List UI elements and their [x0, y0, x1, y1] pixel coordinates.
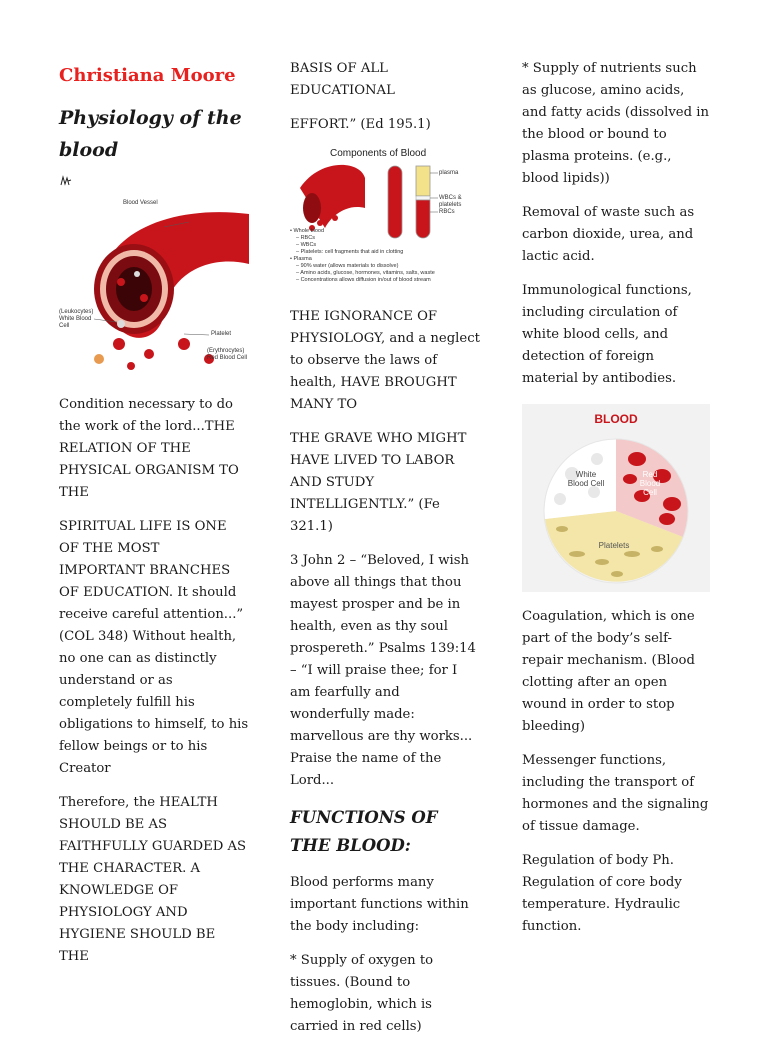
paragraph: * Supply of nutrients such as glucose, amino acids, and fatty acids (dissolved in the blood or bound to plasma proteins. (e.g., blood lipids)): [522, 61, 709, 186]
label-red-blood-cell: Red Blood Cell: [639, 470, 661, 497]
author-name: Christiana Moore: [59, 65, 236, 86]
label-plasma: plasma: [439, 170, 459, 176]
paragraph: SPIRITUAL LIFE IS ONE OF THE MOST IMPORTANT BRANCHES OF EDUCATION. It should receive careful attention...” (COL 348) Without health, no one can as distinctly understand or as completely fulfill his obligations to himself, to his fellow beings or to his Creator: [59, 519, 249, 776]
paragraph: Messenger functions, including the transport of hormones and the signaling of tissue damage.: [522, 753, 709, 834]
label-white-blood-cell: (Leukocytes) White Blood Cell: [59, 309, 94, 329]
label-blood-vessel: Blood Vessel: [123, 200, 158, 206]
list-item: • Plasma: [290, 256, 312, 262]
paragraph: 3 John 2 – “Beloved, I wish above all things that thou mayest prosper and be in health, even as thy soul prospereth.” Psalms 139:14 – “I will praise thee; for I am fearfully and wonderfully made: marvellous are thy works... Praise the name of the Lord...: [290, 553, 476, 788]
blood-pie-illustration: [522, 404, 710, 592]
components-bullet-list: [290, 228, 480, 284]
paragraph: THE GRAVE WHO MIGHT HAVE LIVED TO LABOR AND STUDY INTELLIGENTLY.” (Fe 321.1): [290, 431, 467, 534]
list-item: – Amino acids, glucose, hormones, vitamins, salts, waste: [296, 270, 435, 276]
section-heading: FUNCTIONS OF THE BLOOD:: [290, 808, 438, 855]
page-title: Physiology of the blood: [59, 107, 242, 161]
paragraph: Removal of waste such as carbon dioxide, urea, and lactic acid.: [522, 205, 695, 264]
blood-vessel-figure: [59, 194, 249, 374]
paragraph: Therefore, the HEALTH SHOULD BE AS FAITHFULLY GUARDED AS THE CHARACTER. A KNOWLEDGE OF PHYSIOLOGY AND HYGIENE SHOULD BE THE: [59, 795, 247, 964]
list-item: – 90% water (allows materials to dissolve): [296, 263, 399, 269]
paragraph: Blood performs many important functions within the body including:: [290, 875, 469, 934]
blood-vessel-illustration: [59, 194, 249, 374]
blood-pie-figure: [522, 404, 710, 592]
list-item: – Platelets: cell fragments that aid in clotting: [296, 249, 404, 255]
label-rbc: RBCs: [439, 209, 455, 215]
figure-title: Components of Blood: [330, 148, 427, 159]
label-white-blood-cell: White Blood Cell: [567, 470, 605, 488]
paragraph: EFFORT.” (Ed 195.1): [290, 117, 431, 132]
paragraph: THE IGNORANCE OF PHYSIOLOGY, and a neglect to observe the laws of health, HAVE BROUGHT MANY TO: [290, 309, 480, 412]
column-3: [522, 58, 712, 950]
list-item: • Whole blood: [290, 228, 325, 234]
list-item: – WBCs: [296, 242, 317, 248]
components-of-blood-figure: [290, 148, 480, 288]
paragraph: Regulation of body Ph. Regulation of core body temperature. Hydraulic function.: [522, 853, 682, 934]
label-platelet: Platelet: [211, 331, 232, 337]
list-item: – Concentrations allows diffusion in/out of blood stream: [296, 277, 431, 283]
column-1: [59, 58, 249, 980]
list-item: – RBCs: [296, 235, 315, 241]
paragraph: Immunological functions, including circulation of white blood cells, and detection of foreign material by antibodies.: [522, 283, 692, 386]
paragraph: * Supply of oxygen to tissues. (Bound to hemoglobin, which is carried in red cells): [290, 953, 434, 1034]
signature-icon: [59, 174, 73, 188]
label-red-blood-cell: (Erythrocytes) Red Blood Cell: [207, 348, 248, 361]
figure-title: BLOOD: [594, 412, 638, 426]
label-wbc-platelets: WBCs & platelets: [439, 195, 462, 208]
paragraph: Condition necessary to do the work of the lord...THE RELATION OF THE PHYSICAL ORGANISM TO THE: [59, 397, 239, 500]
paragraph: BASIS OF ALL EDUCATIONAL: [290, 61, 395, 98]
label-platelets: Platelets: [598, 541, 630, 550]
column-2: [290, 58, 480, 1050]
signature-mark: [59, 174, 249, 188]
paragraph: Coagulation, which is one part of the body’s self-repair mechanism. (Blood clotting after an open wound in order to stop bleeding): [522, 609, 695, 734]
